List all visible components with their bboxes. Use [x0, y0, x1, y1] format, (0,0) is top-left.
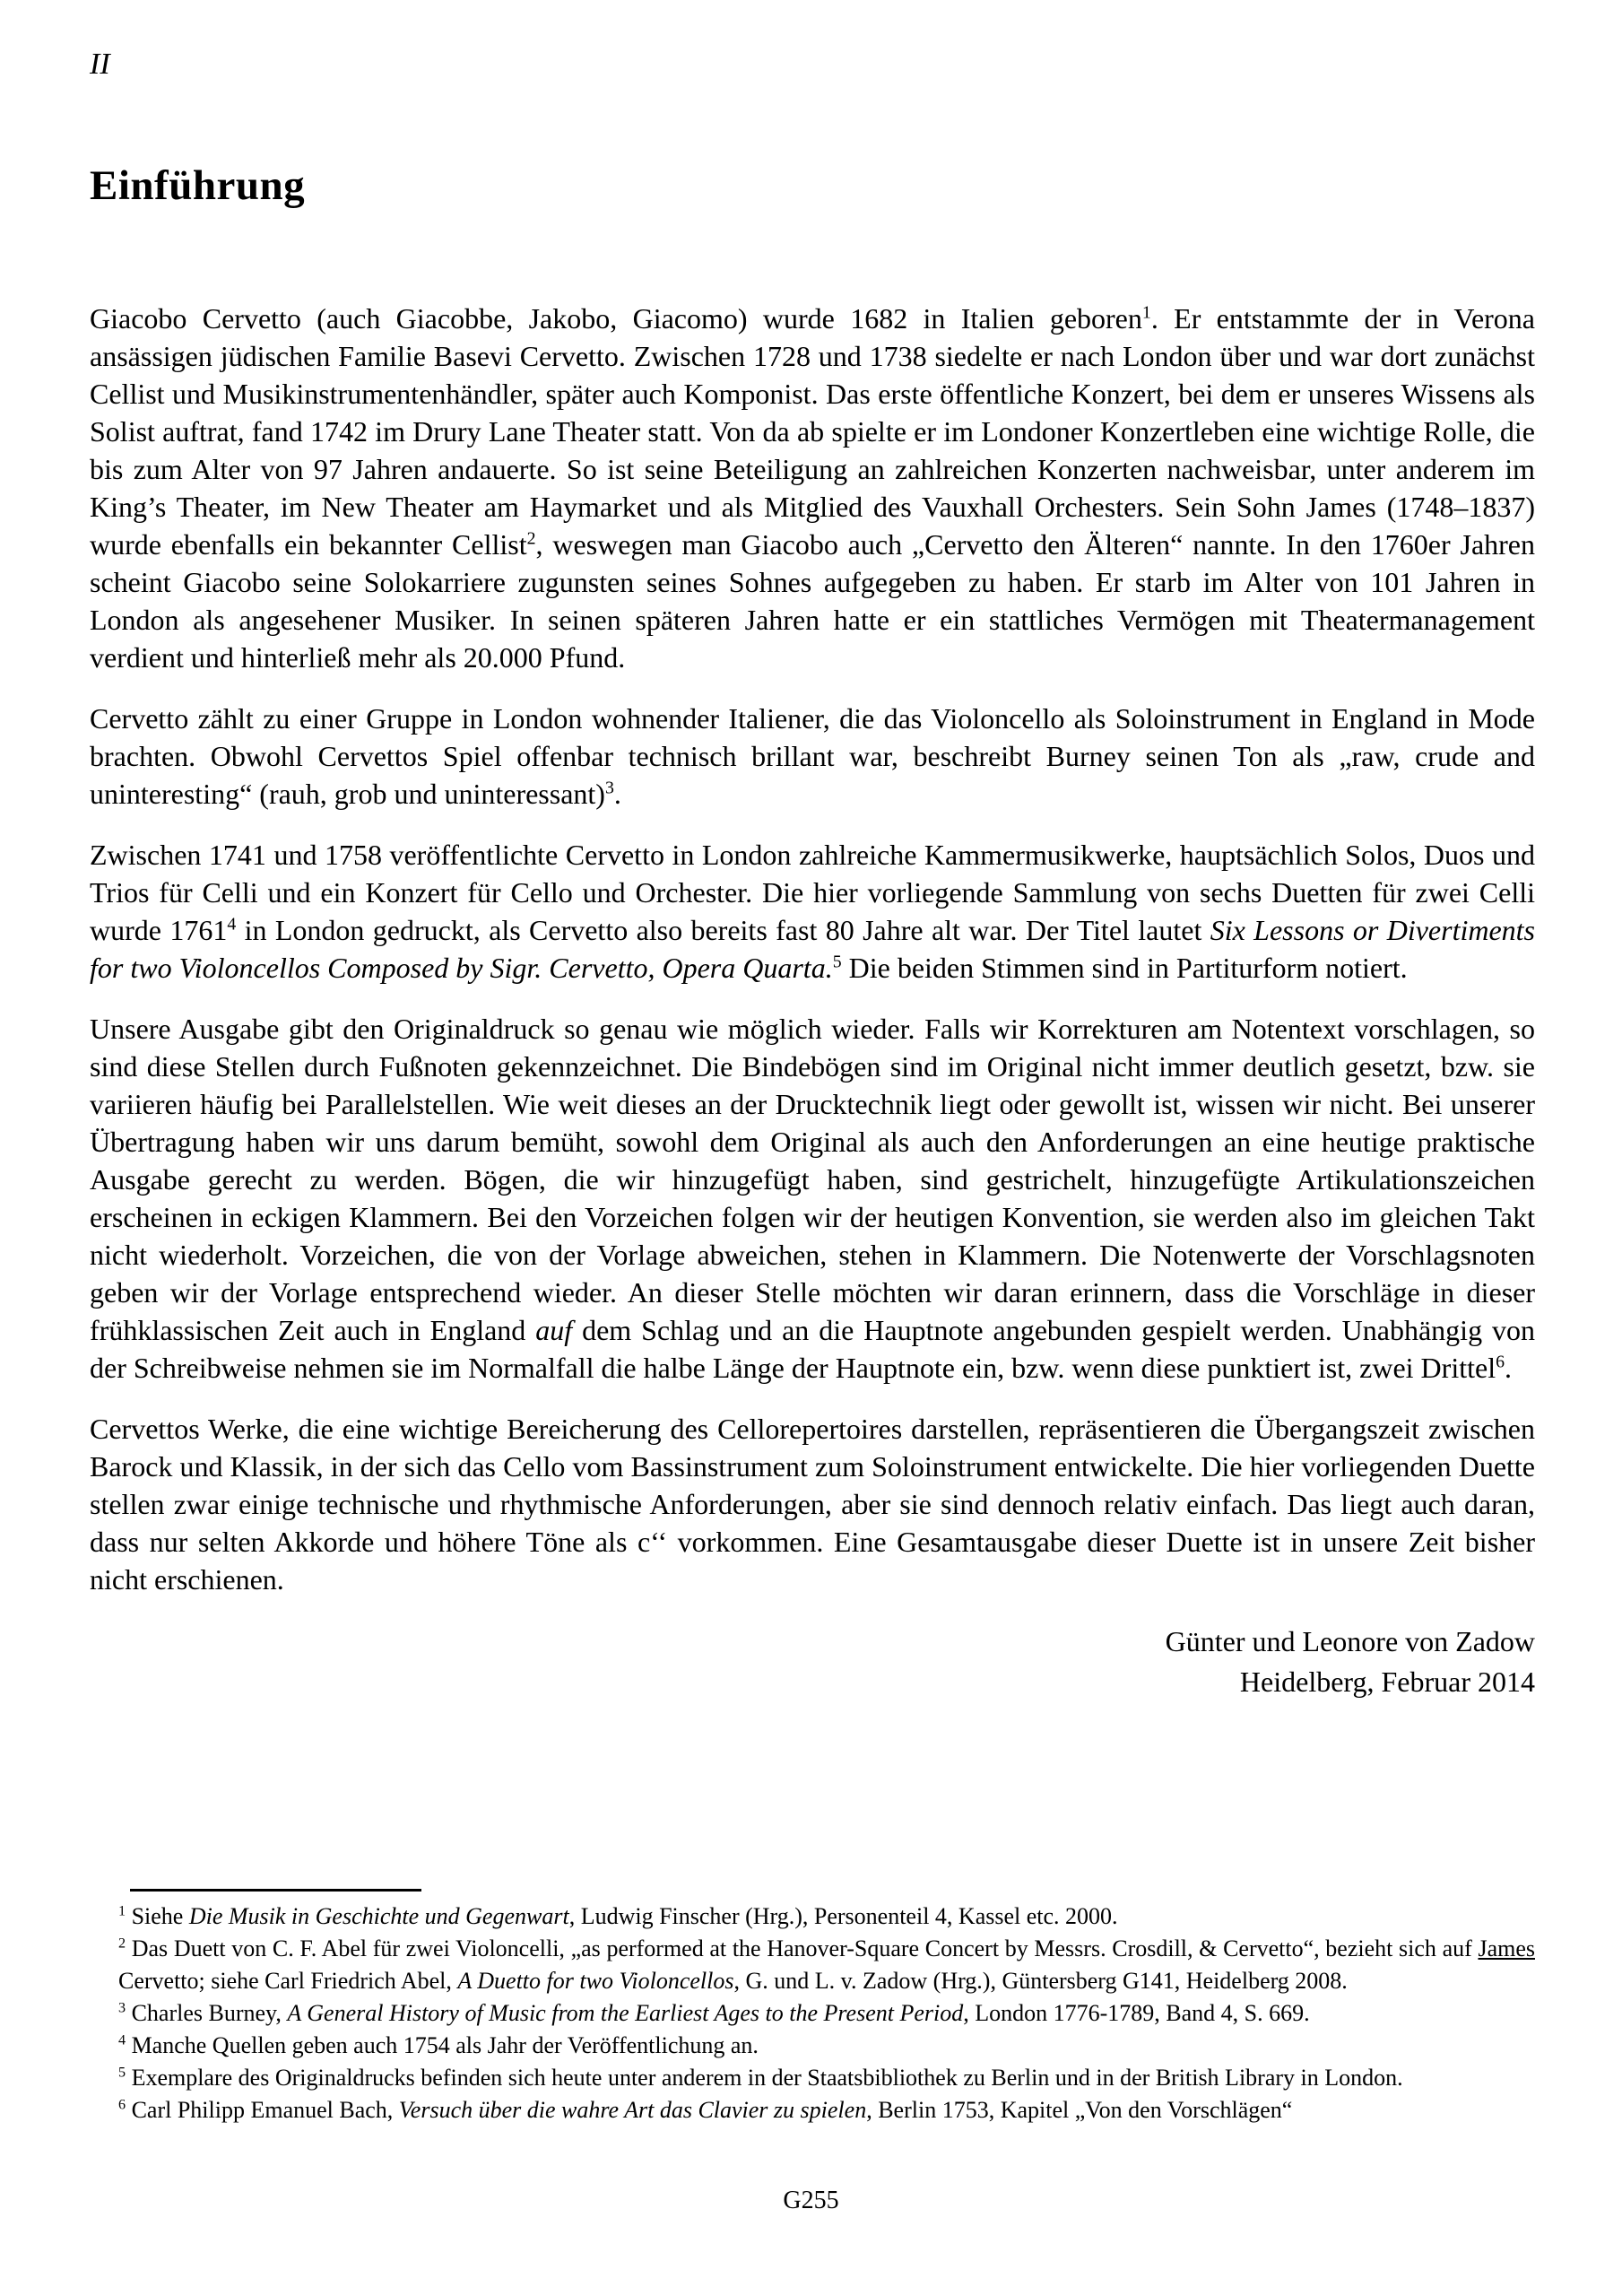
page-content [90, 47, 1535, 1702]
footnote-2: $^2$ Das Duett von C. F. Abel für zwei Violoncelli, „as performed at the Hanover-Square Concert by Messrs. Crosdill, & Cervetto“, bezieht sich auf James Cervetto; siehe Carl Friedrich Abel, A Duetto for two Violoncellos, G. und L. v. Zadow (Hrg.), Güntersberg G141, Heidelberg 2008. [118, 1935, 1535, 1994]
signature-place-date: Heidelberg, Februar 2014 [1239, 1665, 1535, 1698]
signature-block [90, 1622, 1535, 1702]
folio-page-number: II [90, 48, 110, 81]
paragraph-cello-group: Cervetto zählt zu einer Gruppe in London wohnender Italiener, die das Violoncello als Soloinstrument in England in Mode brachten. Obwohl Cervettos Spiel offenbar technisch brillant war, beschreibt Burney seinen Ton als „raw, crude and uninteresting“ (rauh, grob und uninteressant)$^3$. [90, 702, 1535, 810]
paragraph-biography: Giacobo Cervetto (auch Giacobbe, Jakobo, Giacomo) wurde 1682 in Italien geboren$^1$. Er entstammte der in Verona ansässigen jüdischen Familie Basevi Cervetto. Zwischen 1728 und 1738 siedelte er nach London über und war dort zunächst Cellist und Musikinstrumentenhändler, später auch Komponist. Das erste öffentliche Konzert, bei dem er unseres Wissens als Solist auftrat, fand 1742 im Drury Lane Theater statt. Von da ab spielte er im Londoner Konzertleben eine wichtige Rolle, die bis zum Alter von 97 Jahren andauerte. So ist seine Beteiligung an zahlreichen Konzerten nachweisbar, unter anderem im King’s Theater, im New Theater am Haymarket und als Mitglied des Vauxhall Orchesters. Sein Sohn James (1748–1837) wurde ebenfalls ein bekannter Cellist$^2$, weswegen man Giacobo auch „Cervetto den Älteren“ nannte. In den 1760er Jahren scheint Giacobo seine Solokarriere zugunsten seines Sohnes aufgegeben zu haben. Er starb im Alter von 101 Jahren in London als angesehener Musiker. In seinen späteren Jahren hatte er ein stattliches Vermögen mit Theatermanagement verdient und hinterließ mehr als 20.000 Pfund. [90, 302, 1536, 674]
page-footer-plate-number: G255 [783, 2187, 839, 2214]
introduction-text [90, 300, 1535, 1598]
footnotes-section [90, 1889, 1535, 2126]
footnote-6: $^6$ Carl Philipp Emanuel Bach, Versuch über die wahre Art das Clavier zu spielen, Berlin 1753, Kapitel „Von den Vorschlägen“ [118, 2097, 1293, 2123]
paragraph-works-significance: Cervettos Werke, die eine wichtige Bereicherung des Cellorepertoires darstellen, repräsentieren die Übergangszeit zwischen Barock und Klassik, in der sich das Cello vom Bassinstrument zum Soloinstrument entwickelte. Die hier vorliegenden Duette stellen zwar einige technische und rhythmische Anforderungen, aber sie sind dennoch relativ einfach. Das liegt auch daran, dass nur selten Akkorde und höhere Töne als c‘‘ vorkommen. Eine Gesamtausgabe dieser Duette ist in unsere Zeit bisher nicht erschienen. [90, 1413, 1535, 1596]
footnote-separator-rule [130, 1889, 421, 1892]
footnote-5: $^5$ Exemplare des Originaldrucks befinden sich heute unter anderem in der Staatsbibliothek zu Berlin und in der British Library in London. [118, 2065, 1403, 2091]
paragraph-edition-notes: Unsere Ausgabe gibt den Originaldruck so genau wie möglich wieder. Falls wir Korrekturen am Notentext vorschlagen, so sind diese Stellen durch Fußnoten gekennzeichnet. Die Bindebögen sind im Original nicht immer deutlich gesetzt, bzw. sie variieren häufig bei Parallelstellen. Wie weit dieses an der Drucktechnik liegt oder gewollt ist, wissen wir nicht. Bei unserer Übertragung haben wir uns darum bemüht, sowohl dem Original als auch den Anforderungen an eine heutige praktische Ausgabe gerecht zu werden. Bögen, die wir hinzugefügt haben, sind gestrichelt, hinzugefügte Artikulationszeichen erscheinen in eckigen Klammern. Bei den Vorzeichen folgen wir der heutigen Konvention, sie werden also im gleichen Takt nicht wiederholt. Vorzeichen, die von der Vorlage abweichen, stehen in Klammern. Die Notenwerte der Vorschlagsnoten geben wir der Vorlage entsprechend wieder. An dieser Stelle möchten wir daran erinnern, dass die Vorschläge in dieser frühklassischen Zeit auch in England auf dem Schlag und an die Hauptnote angebunden gespielt werden. Unabhängig von der Schreibweise nehmen sie im Normalfall die halbe Länge der Hauptnote ein, bzw. wenn diese punktiert ist, zwei Drittel$^6$. [90, 1013, 1536, 1384]
signature-authors: Günter und Leonore von Zadow [1165, 1625, 1535, 1657]
page-title: Einführung [90, 162, 306, 209]
paragraph-publications: Zwischen 1741 und 1758 veröffentlichte Cervetto in London zahlreiche Kammermusikwerke, hauptsächlich Solos, Duos und Trios für Celli und ein Konzert für Cello und Orchester. Die hier vorliegende Sammlung von sechs Duetten für zwei Celli wurde 1761$^4$ in London gedruckt, als Cervetto also bereits fast 80 Jahre alt war. Der Titel lautet Six Lessons or Divertiments for two Violoncellos Composed by Sigr. Cervetto, Opera Quarta.$^5$ Die beiden Stimmen sind in Partiturform notiert. [90, 839, 1536, 984]
footnote-4: $^4$ Manche Quellen geben auch 1754 als Jahr der Veröffentlichung an. [118, 2032, 759, 2058]
footnote-1: $^1$ Siehe Die Musik in Geschichte und Gegenwart, Ludwig Finscher (Hrg.), Personenteil 4, Kassel etc. 2000. [118, 1903, 1118, 1929]
footnote-3: $^3$ Charles Burney, A General History of Music from the Earliest Ages to the Present Period, London 1776-1789, Band 4, S. 669. [118, 2000, 1310, 2026]
